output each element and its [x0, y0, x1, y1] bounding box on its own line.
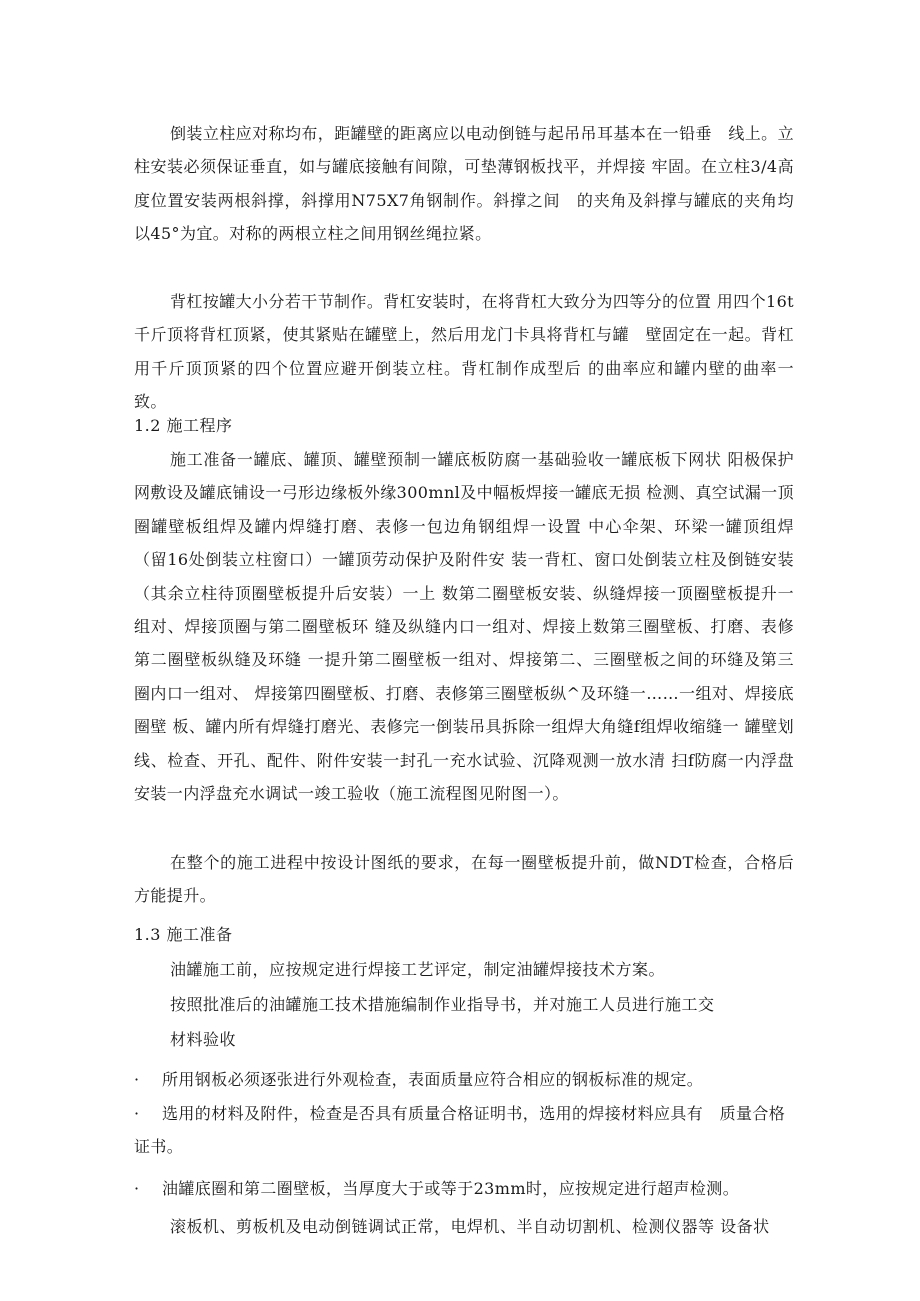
bullet-item-ultrasonic: [134, 1172, 794, 1205]
bullet-dot: ·: [134, 1104, 140, 1123]
paragraph-inverted-columns: 倒装立柱应对称均布，距罐壁的距离应以电动倒链与起吊吊耳基本在一铅垂 线上。立柱安装必须保证垂直，如与罐底接触有间隙，可垫薄钢板找平，并焊接 牢固。在立柱3/4高度位置安装两根斜撑，斜撑用N75X7角钢制作。斜撑之间 的夹角及斜撑与罐底的夹角均以45°为宜。对称的两根立柱之间用钢丝绳拉紧。: [134, 124, 794, 244]
bullet-item-steel-plates: [134, 1063, 794, 1096]
bullet-dot: ·: [134, 1179, 140, 1198]
section-heading-1-3: 1.3 施工准备: [134, 925, 233, 944]
paragraph-construction-procedure: 施工准备一罐底、罐顶、罐壁预制一罐底板防腐一基础验收一罐底板下网状 阳极保护网敷设及罐底铺设一弓形边缘板外缘300mnl及中幅板焊接一罐底无损 检测、真空试漏一顶圈罐壁板组焊及罐内焊缝打磨、表修一包边角钢组焊一设置 中心伞架、环梁一罐顶组焊（留16处倒装立柱窗口）一罐顶劳动保护及附件安 装一背杠、窗口处倒装立柱及倒链安装（其余立柱待顶圈壁板提升后安装）一上 数第二圈壁板安装、纵缝焊接一顶圈壁板提升一组对、焊接顶圈与第二圈壁板环 缝及纵缝内口一组对、焊接上数第三圈壁板、打磨、表修第二圈壁板纵缝及环缝 一提升第二圈壁板一组对、焊接第二、三圈壁板之间的环缝及第三圈内口一组对、 焊接第四圈壁板、打磨、表修第三圈壁板纵^及环缝一……一组对、焊接底圈壁 板、罐内所有焊缝打磨光、表修完一倒装吊具拆除一组焊大角缝f组焊收缩缝一 罐壁划线、检查、开孔、配件、附件安装一封孔一充水试验、沉降观测一放水清 扫f防腐一内浮盘安装一内浮盘充水调试一竣工验收（施工流程图见附图一）。: [134, 450, 794, 804]
paragraph-ndt-check: 在整个的施工进程中按设计图纸的要求，在每一圈壁板提升前，做NDT检查，合格后方能提升。: [134, 853, 794, 906]
bullet-text: 油罐底圈和第二圈壁板，当厚度大于或等于23mm时，应按规定进行超声检测。: [162, 1179, 740, 1198]
prep-line-material-acceptance: 材料验收: [170, 1030, 237, 1049]
prep-line-instructions: 按照批准后的油罐施工技术措施编制作业指导书，并对施工人员进行施工交: [170, 995, 715, 1014]
prep-line-welding: 油罐施工前，应按规定进行焊接工艺评定，制定油罐焊接技术方案。: [170, 960, 666, 979]
bullet-dot: ·: [134, 1070, 140, 1089]
section-heading-1-2: 1.2 施工程序: [134, 416, 233, 435]
paragraph-back-bars: 背杠按罐大小分若干节制作。背杠安装时，在将背杠大致分为四等分的位置 用四个16t千斤顶将背杠顶紧，使其紧贴在罐壁上，然后用龙门卡具将背杠与罐 壁固定在一起。背杠用千斤顶顶紧的四个位置应避开倒装立柱。背杠制作成型后 的曲率应和罐内壁的曲率一致。: [134, 292, 794, 412]
bullet-text: 所用钢板必须逐张进行外观检查，表面质量应符合相应的钢板标准的规定。: [162, 1070, 704, 1089]
bullet-item-materials: [134, 1097, 794, 1163]
paragraph-equipment: 滚板机、剪板机及电动倒链调试正常，电焊机、半自动切割机、检测仪器等 设备状: [170, 1217, 770, 1236]
bullet-text: 选用的材料及附件，检查是否具有质量合格证明书，选用的焊接材料应具有 质量合格证书。: [134, 1104, 786, 1156]
